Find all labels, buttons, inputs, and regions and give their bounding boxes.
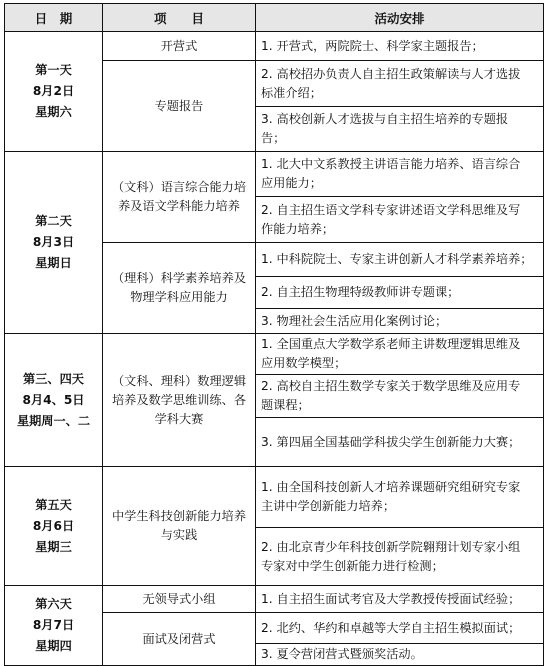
day2-activity-1-line2: 应用能力； [261, 176, 322, 190]
day2-activity-4: 2. 自主招生物理特级教师讲专题课； [256, 277, 544, 309]
table-row [5, 586, 544, 613]
day3-item-line2: 培养及数学思维训练、各 [111, 392, 247, 407]
day2-item-liberal-arts [103, 152, 256, 243]
header-item: 项 目 [103, 4, 256, 32]
day5-activity-2-line1: 2. 由北京青少年科技创新学院翱翔计划专家小组 [261, 539, 521, 554]
day2-item2-line2: 物理学科应用能力 [130, 290, 228, 304]
day6-activity-2: 2. 北约、华约和卓越等大学自主招生模拟面试； [256, 613, 544, 644]
table-row [5, 334, 544, 375]
table-row [5, 32, 544, 61]
day3-activity-2-line1: 2. 高校自主招生数学专家关于数学思维及应用专 [261, 379, 521, 393]
table-header-row [5, 4, 544, 32]
day6-label-date: 8月7日 [32, 618, 75, 632]
day5-item-line2: 与实践 [160, 528, 198, 542]
day5-item-line1: 中学生科技创新能力培养 [111, 509, 247, 523]
day3-label-weekday: 星期周一、二 [16, 413, 91, 428]
day5-activity-2-line2: 专家对中学生创新能力进行检测； [261, 558, 444, 573]
day6-item-interview-closing: 面试及闭营式 [103, 613, 256, 666]
day2-item-science [103, 243, 256, 334]
day2-activity-2-line2: 作能力培养； [261, 221, 335, 236]
day3-label-day: 第三、四天 [23, 371, 84, 386]
day5-item-innovation [103, 467, 256, 586]
day3-activity-2-line2: 题课程； [261, 398, 310, 412]
day3-activity-1-line2: 应用数学模型； [261, 356, 347, 370]
day2-activity-1 [256, 152, 544, 197]
header-activity: 活动安排 [256, 4, 544, 32]
day6-label-weekday: 星期四 [35, 639, 72, 653]
day2-item1-line1: （文科）语言综合能力培 [111, 180, 247, 194]
day1-activity-2-line2: 标准介绍； [261, 85, 322, 100]
day2-activity-5: 3. 物理社会生活应用化案例讨论； [256, 309, 544, 334]
day3-activity-2 [256, 375, 544, 418]
day2-activity-2-line1: 2. 自主招生语文学科专家讲述语文学科思维及写 [261, 202, 521, 217]
day5-label-weekday: 星期三 [35, 539, 72, 554]
day3-activity-3: 3. 第四届全国基础学科拔尖学生创新能力大赛； [256, 418, 544, 467]
day6-item-leaderless-group: 无领导式小组 [103, 586, 256, 613]
day3-item-math-logic [103, 334, 256, 467]
day5-activity-1-line1: 1. 由全国科技创新人才培养课题研究组研究专家 [261, 480, 521, 494]
day6-activity-3: 3. 夏令营闭营式暨颁奖活动。 [256, 644, 544, 666]
day2-item2-line1: （理科）科学素养培养及 [111, 271, 247, 285]
table-row [5, 152, 544, 197]
day3-item-line1: （文科、理科）数理逻辑 [111, 373, 247, 388]
activity-schedule-table [4, 3, 544, 666]
day1-label-weekday: 星期六 [35, 105, 72, 119]
day5-label-date: 8月6日 [32, 518, 75, 533]
header-date: 日 期 [5, 4, 103, 32]
day1-label-date: 8月2日 [32, 84, 75, 98]
day1-label-day: 第一天 [35, 63, 72, 77]
day3-label-date: 8月4、5日 [22, 392, 85, 407]
day2-label-date: 8月3日 [32, 235, 75, 249]
day1-item-lectures: 专题报告 [103, 61, 256, 152]
day1-activity-1: 1. 开营式，两院院士、科学家主题报告； [256, 32, 544, 61]
day2-activity-1-line1: 1. 北大中文系教授主讲语言能力培养、语言综合 [261, 157, 521, 171]
day1-activity-3-line1: 3. 高校创新人才选拔与自主招生培养的专题报 [261, 112, 509, 126]
day2-item1-line2: 养及语文学科能力培养 [118, 199, 240, 213]
day2-activity-2 [256, 197, 544, 243]
day3-activity-1 [256, 334, 544, 375]
day1-activity-2 [256, 61, 544, 107]
table-row [5, 467, 544, 528]
day2-label-weekday: 星期日 [35, 256, 72, 270]
day1-item-opening: 开营式 [103, 32, 256, 61]
day3-date-cell [5, 334, 103, 467]
day1-activity-2-line1: 2. 高校招办负责人自主招生政策解读与人才选拔 [261, 66, 521, 81]
day2-activity-3: 1. 中科院院士、专家主讲创新人才科学素养培养； [256, 243, 544, 277]
day5-activity-1-line2: 主讲中学创新能力培养； [261, 499, 396, 513]
day2-label-day: 第二天 [35, 214, 72, 228]
day6-date-cell [5, 586, 103, 666]
day3-activity-1-line1: 1. 全国重点大学数学系老师主讲数理逻辑思维及 [261, 337, 521, 351]
day3-item-line3: 学科大赛 [154, 411, 204, 426]
day5-activity-2 [256, 528, 544, 586]
day5-label-day: 第五天 [35, 497, 72, 512]
day6-activity-1: 1. 自主招生面试考官及大学教授传授面试经验； [256, 586, 544, 613]
day6-label-day: 第六天 [35, 597, 72, 611]
day2-date-cell [5, 152, 103, 334]
day1-activity-3-line2: 告； [261, 131, 286, 145]
day5-activity-1 [256, 467, 544, 528]
day1-date-cell [5, 32, 103, 152]
day1-activity-3 [256, 107, 544, 152]
day5-date-cell [5, 467, 103, 586]
